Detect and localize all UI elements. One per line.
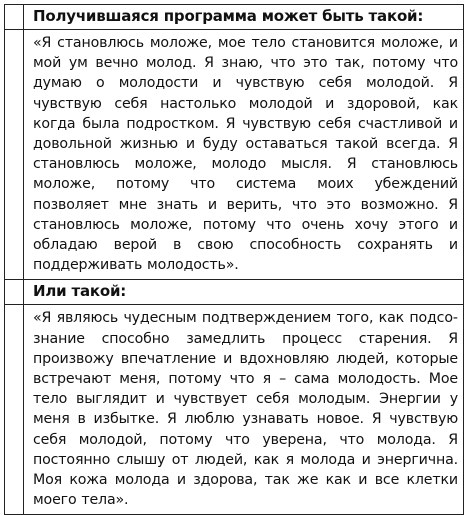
row-marker-cell [5, 5, 24, 30]
table-row [5, 30, 464, 280]
row-marker-cell [5, 280, 24, 305]
row-marker-cell [5, 30, 24, 280]
affirmation-table [4, 4, 464, 515]
row-marker-cell [5, 305, 24, 515]
section-heading: Или такой: [24, 280, 464, 305]
affirmation-text: «Я являюсь чудесным подтверждением того, как подсознание способно замедлить процесс старения. Я произвожу впечатление и вдохновляю людей, которые встречают меня, потому что я – сама молодость. Мое тело выглядит и чувствует себя молодым. Энергии у меня в избытке. Я люблю узнавать новое. Я чувствую себя молодой, потому что уверена, что молода. Я постоянно слышу от людей, как я молода и энергична. Моя кожа молода и здорова, так же как и все клетки моего тела». [24, 305, 464, 515]
table-row [5, 5, 464, 30]
affirmation-text: «Я становлюсь моложе, мое тело становится моложе, и мой ум вечно молод. Я знаю, что это так, потому что думаю о молодости и чувствую себя молодой. Я чувствую себя настолько молодой и здоровой, как когда была подростком. Я чувствую себя счастливой и довольной жизнью и буду оставаться такой всегда. Я становлюсь моложе, молодо мысля. Я становлюсь моложе, потому что система моих убеждений позволяет мне знать и верить, что это возможно. Я становлюсь моложе, потому что очень хочу этого и обладаю верой в свою способность сохранять и поддерживать молодость». [24, 30, 464, 280]
table-row [5, 280, 464, 305]
section-heading: Получившаяся программа может быть такой: [24, 5, 464, 30]
table-row [5, 305, 464, 515]
